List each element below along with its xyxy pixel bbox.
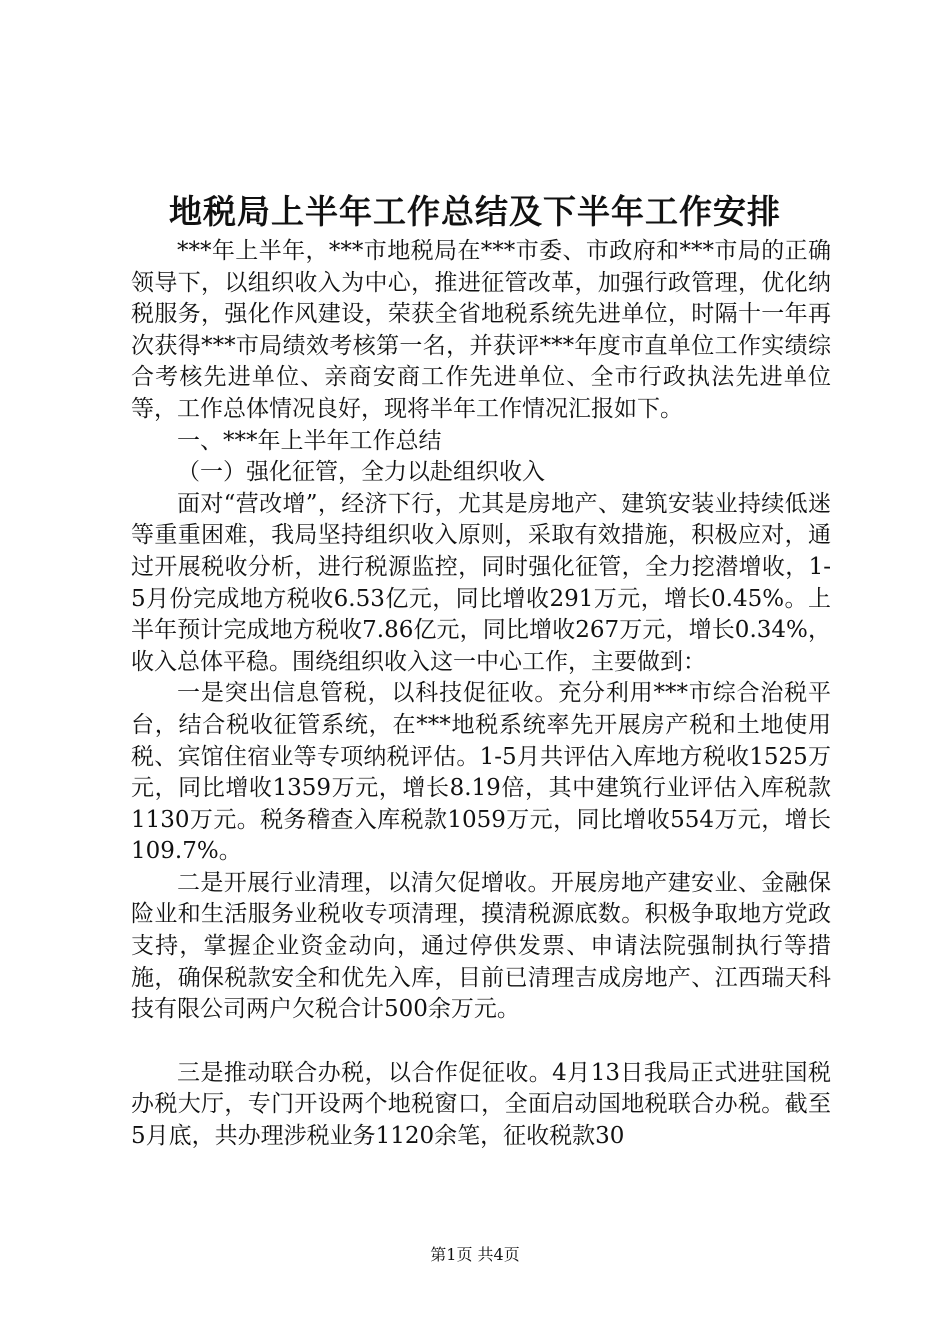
paragraph-spacer (131, 1026, 831, 1058)
body-paragraph-revenue: 面对“营改增”，经济下行，尤其是房地产、建筑安装业持续低迷等重重困难，我局坚持组织收入原则，采取有效措施，积极应对，通过开展税收分析，进行税源监控，同时强化征管，全力挖潜增收，1-5月份完成地方税收6.53亿元，同比增收291万元，增长0.45%。上半年预计完成地方税收7.86亿元，同比增收267万元，增长0.34%，收入总体平稳。围绕组织收入这一中心工作，主要做到： (131, 490, 831, 675)
body-paragraph-point-3: 三是推动联合办税，以合作促征收。4月13日我局正式进驻国税办税大厅，专门开设两个地税窗口，全面启动国地税联合办税。截至5月底，共办理涉税业务1120余笔，征收税款30 (131, 1059, 831, 1150)
page-footer: 第1页 共4页 (430, 1245, 520, 1264)
intro-paragraph: ***年上半年，***市地税局在***市委、市政府和***市局的正确领导下，以组织收入为中心，推进征管改革，加强行政管理，优化纳税服务，强化作风建设，荣获全省地税系统先进单位，时隔十一年再次获得***市局绩效考核第一名，并获评***年度市直单位工作实绩综合考核先进单位、亲商安商工作先进单位、全市行政执法先进单位等，工作总体情况良好，现将半年工作情况汇报如下。 (131, 238, 831, 422)
body-paragraph-point-1: 一是突出信息管税，以科技促征收。充分利用***市综合治税平台，结合税收征管系统，在***地税系统率先开展房产税和土地使用税、宾馆住宿业等专项纳税评估。1-5月共评估入库地方税收1525万元，同比增收1359万元，增长8.19倍，其中建筑行业评估入库税款1130万元。税务稽查入库税款1059万元，同比增收554万元，增长109.7%。 (131, 680, 831, 865)
subsection-heading-1: （一）强化征管，全力以赴组织收入 (177, 459, 545, 486)
document-body (131, 236, 831, 1153)
section-heading-1: 一、***年上半年工作总结 (177, 427, 442, 454)
body-paragraph-point-2: 二是开展行业清理，以清欠促增收。开展房地产建安业、金融保险业和生活服务业税收专项清理，摸清税源底数。积极争取地方党政支持，掌握企业资金动向，通过停供发票、申请法院强制执行等措施，确保税款安全和优先入库，目前已清理吉成房地产、江西瑞天科技有限公司两户欠税合计500余万元。 (131, 869, 831, 1023)
document-title: 地税局上半年工作总结及下半年工作安排 (169, 192, 781, 231)
